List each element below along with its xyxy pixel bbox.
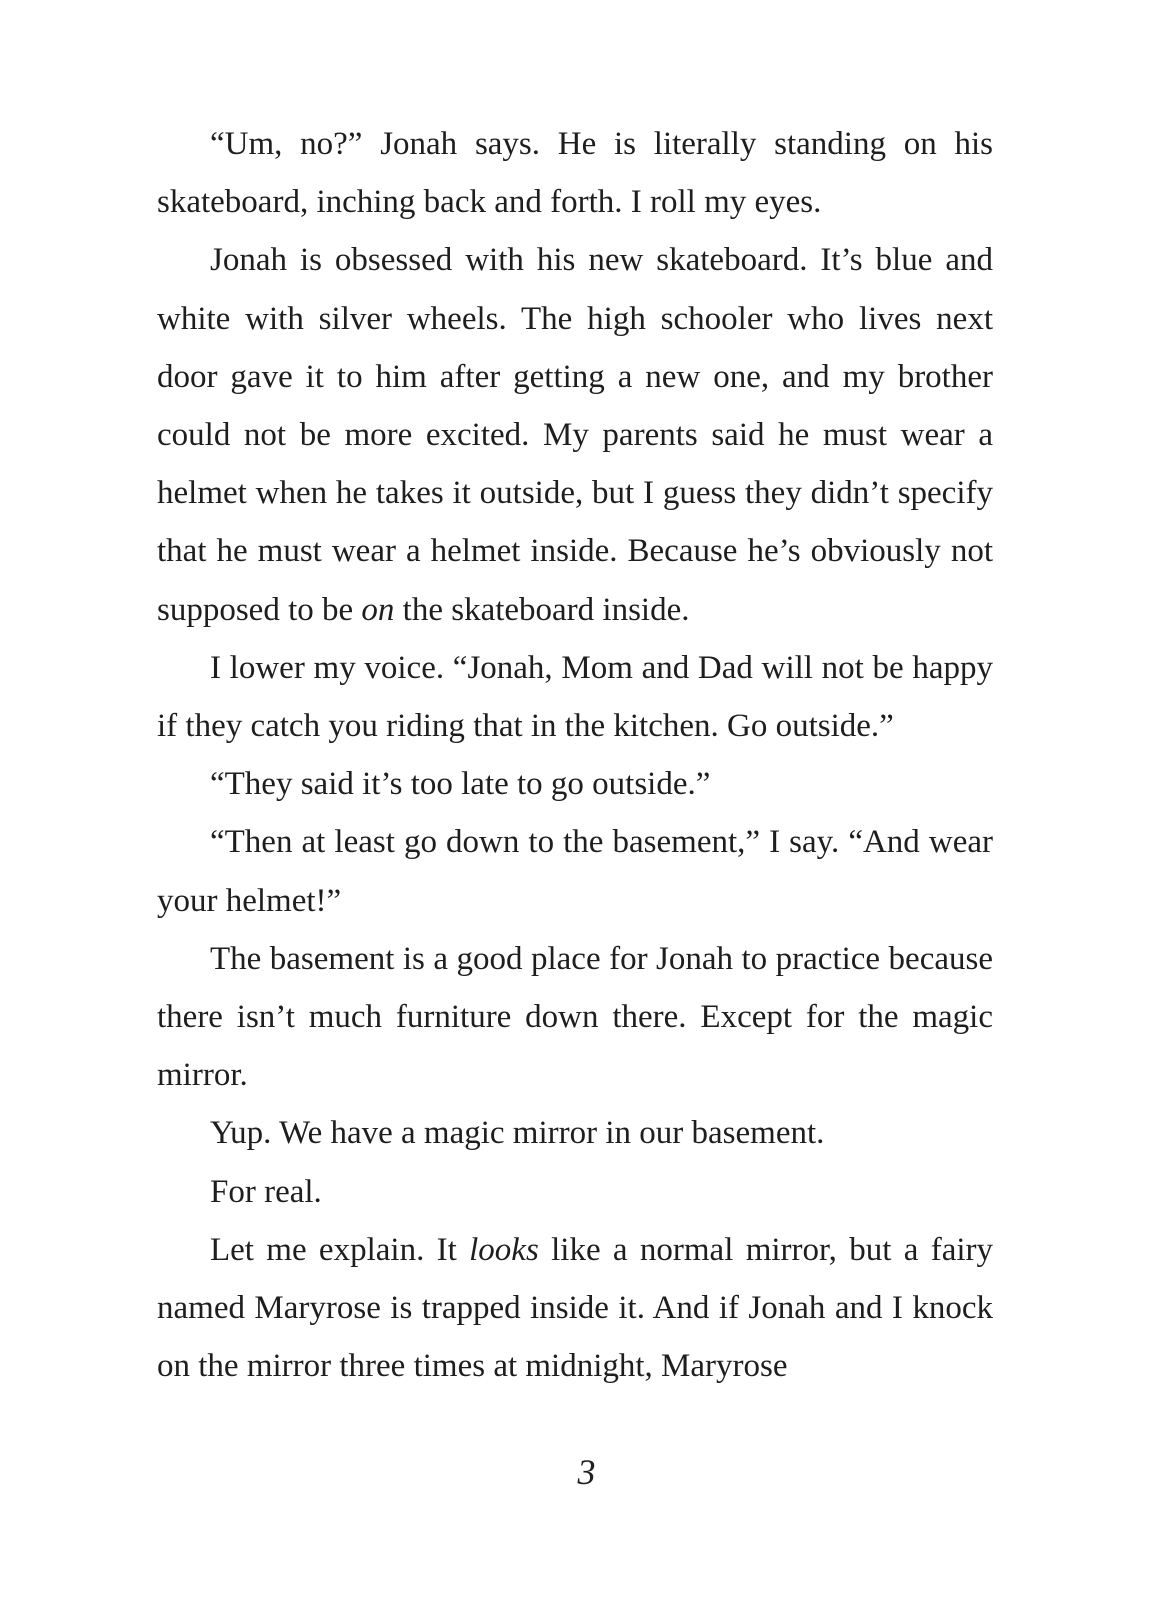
page-number: 3: [577, 1452, 596, 1492]
paragraph: [157, 1104, 993, 1162]
text-segment: “They said it’s too late to go outside.”: [210, 766, 711, 803]
text-segment: “Then at least go down to the basement,” I say. “And wear your helmet!”: [157, 824, 993, 919]
text-segment: For real.: [210, 1173, 322, 1210]
italic-text: on: [361, 591, 395, 628]
text-segment: I lower my voice. “Jonah, Mom and Dad will not be happy if they catch you riding that in the kitchen. Go outside.”: [157, 649, 993, 745]
text-segment: “Um, no?” Jonah says. He is literally standing on his skateboard, inching back and forth. I roll my eyes.: [157, 126, 993, 221]
paragraph: [157, 813, 993, 929]
italic-text: looks: [469, 1231, 539, 1268]
paragraph: [157, 115, 993, 231]
text-segment: The basement is a good place for Jonah to practice because there isn’t much furniture down there. Except for the magic mirror.: [157, 940, 993, 1094]
text-segment: the skateboard inside.: [394, 591, 690, 628]
paragraph: [157, 1221, 993, 1396]
body-text: [157, 115, 993, 1395]
text-segment: Let me explain. It: [210, 1231, 470, 1268]
paragraph: [157, 755, 993, 813]
paragraph: [157, 639, 993, 755]
paragraph: [157, 231, 993, 638]
paragraph: [157, 930, 993, 1105]
text-segment: Jonah is obsessed with his new skateboard. It’s blue and white with silver wheels. The high schooler who lives next door gave it to him after getting a new one, and my brother could not be more excited. My parents said he must wear a helmet when he takes it outside, but I guess they didn’t specify that he must wear a helmet inside. Because he’s obviously not supposed to be: [157, 242, 993, 628]
text-segment: Yup. We have a magic mirror in our basement.: [210, 1115, 825, 1152]
text-segment: like a normal mirror, but a fairy named Maryrose is trapped inside it. And if Jonah and I knock on the mirror three times at midnight, Maryrose: [157, 1231, 994, 1385]
paragraph: [157, 1163, 993, 1221]
